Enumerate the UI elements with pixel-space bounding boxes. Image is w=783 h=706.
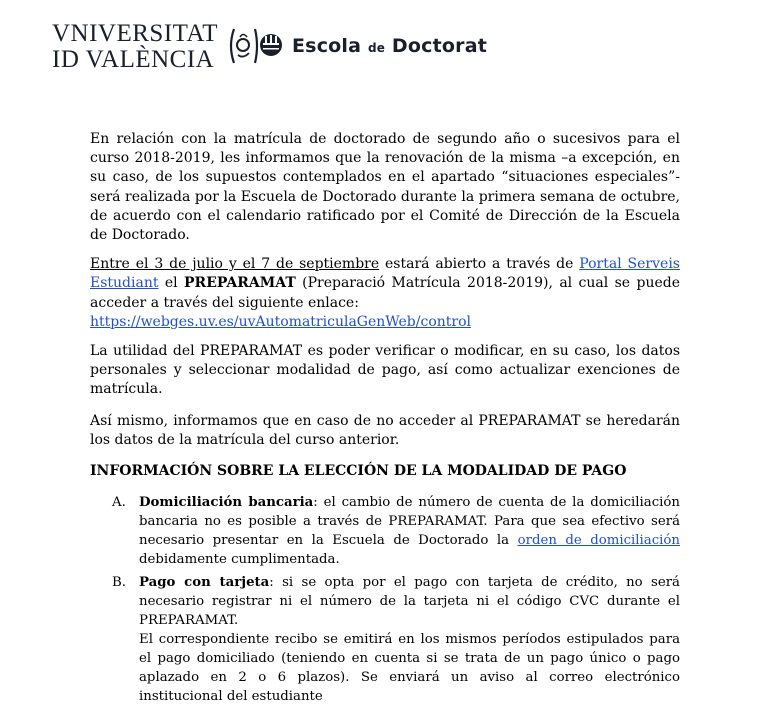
school-name-part1: Escola xyxy=(292,35,368,57)
paragraph-inheritance: Así mismo, informamos que en caso de no acceder al PREPARAMAT se heredarán los datos de la matrícula del curso anterior. xyxy=(90,412,680,448)
item-title: Domiciliación bancaria xyxy=(139,495,314,511)
school-name xyxy=(292,35,487,57)
text-span: debidamente cumplimentada. xyxy=(139,552,340,568)
list-marker: A. xyxy=(112,495,126,511)
list-item-tarjeta xyxy=(90,573,680,706)
university-name-line2: ID VALÈNCIA xyxy=(52,45,215,73)
paragraph-preparamat-utility: La utilidad del PREPARAMAT es poder verificar o modificar, en su caso, los datos personales y seleccionar modalidad de pago, así como actualizar exenciones de matrícula. xyxy=(90,343,680,398)
text-span: : si se opta por el pago con tarjeta de crédito, no será necesario registrar ni el número de la tarjeta ni el código CVC durante el PREPARAMAT. xyxy=(139,575,680,629)
dates-text: Entre el 3 de julio y el 7 de septiembre xyxy=(90,256,380,273)
school-name-part3: Doctorat xyxy=(385,35,488,57)
item-title: Pago con tarjeta xyxy=(139,575,270,591)
university-logo xyxy=(52,21,218,72)
school-name-part2: de xyxy=(367,41,386,55)
text-span: el xyxy=(158,275,185,292)
orden-domiciliacion-link[interactable]: orden de domiciliación xyxy=(517,533,680,549)
paragraph-intro: En relación con la matrícula de doctorado de segundo año o sucesivos para el curso 2018-2019, les informamos que la renovación de la misma –a excepción, en su caso, de los supuestos contemplados en el apartado “situaciones especiales”- será realizada por la Escuela de Doctorado durante la primera semana de octubre, de acuerdo con el calendario ratificado por el Comité de Dirección de la Escuela de Doctorado. xyxy=(90,131,680,244)
university-emblem-icon xyxy=(226,25,284,67)
text-span: estará abierto a través de xyxy=(379,256,580,273)
list-item-text-continued: El correspondiente recibo se emitirá en los mismos períodos estipulados para el pago domiciliado (teniendo en cuenta si se trata de un pago único o pago aplazado en 2 o 6 plazos). Se enviará un aviso al correo electrónico institucional del estudiante xyxy=(139,632,680,705)
text-span: (Preparació Matrícula 2018-2019), al cual se puede acceder a través del siguiente enlace: xyxy=(90,275,680,311)
list-item-domiciliacion xyxy=(90,493,680,569)
paragraph-preparamat-period xyxy=(90,255,680,332)
university-name-line1: VNIVERSITAT xyxy=(52,19,218,47)
header xyxy=(52,16,487,76)
automatricula-url-link[interactable]: https://webges.uv.es/uvAutomatriculaGenWeb/control xyxy=(90,313,471,330)
document-body xyxy=(90,130,680,706)
section-heading-payment: INFORMACIÓN SOBRE LA ELECCIÓN DE LA MODALIDAD DE PAGO xyxy=(90,463,627,480)
text-span: : el cambio de número de cuenta de la domiciliación bancaria no es posible a través de PREPARAMAT. Para que sea efectivo será necesario presentar en la Escuela de Doctorado la xyxy=(139,495,680,549)
list-item-text xyxy=(139,573,680,630)
preparamat-bold: PREPARAMAT xyxy=(184,275,296,292)
payment-options-list xyxy=(90,493,680,706)
portal-serveis-link[interactable]: Portal Serveis Estudiant xyxy=(90,256,680,292)
list-marker: B. xyxy=(112,575,126,591)
list-item-text xyxy=(139,493,680,569)
